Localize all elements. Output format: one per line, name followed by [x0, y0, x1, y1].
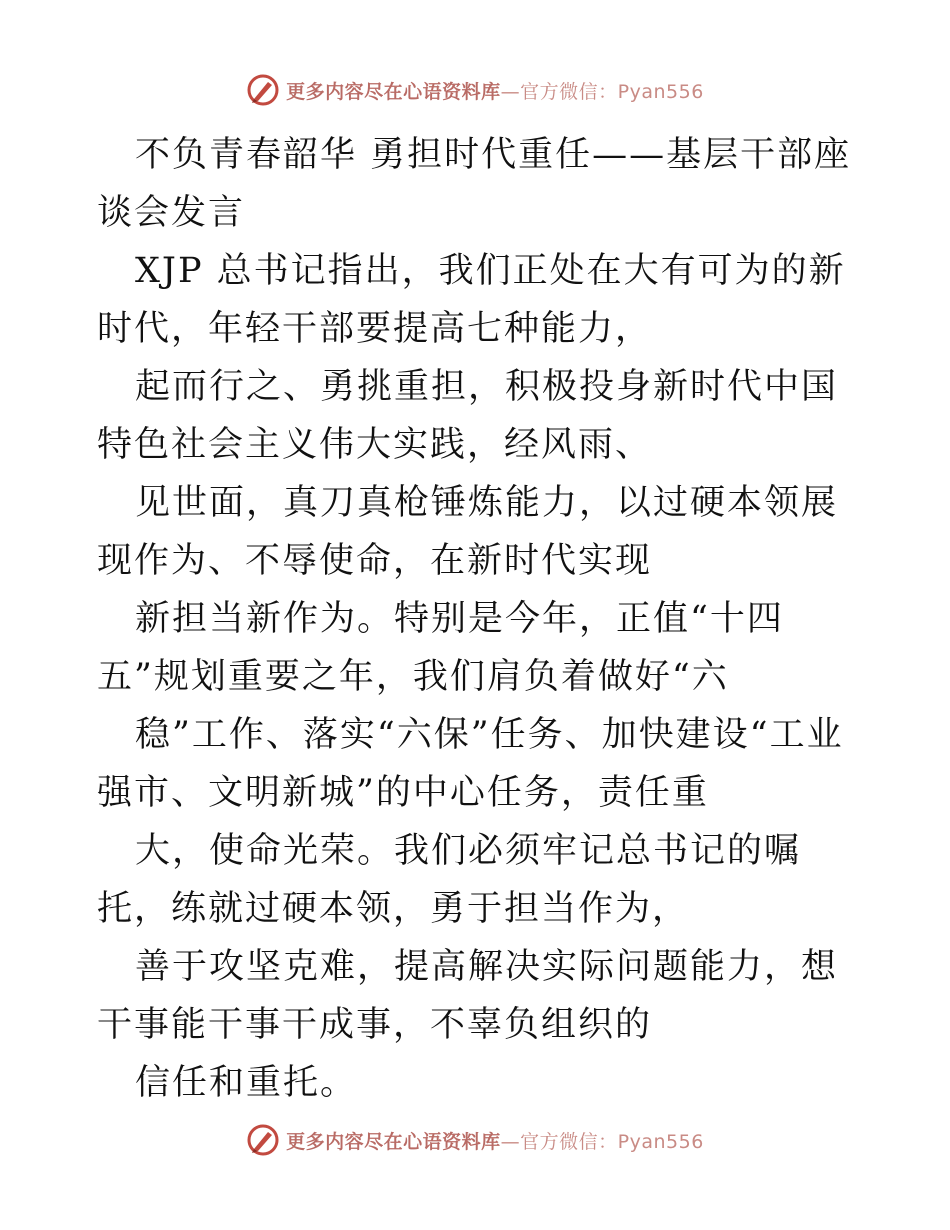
paragraph: 善于攻坚克难，提高解决实际问题能力，想干事能干事干成事，不辜负组织的: [97, 947, 839, 1045]
paragraph: 见世面，真刀真枪锤炼能力，以过硬本领展现作为、不辱使命，在新时代实现: [97, 483, 839, 581]
banner-text: 更多内容尽在心语资料库—官方微信：Pyan556: [286, 80, 704, 103]
watermark-banner-bottom: [0, 1120, 950, 1160]
watermark-banner-top: [0, 70, 950, 110]
paragraph: 信任和重托。: [135, 1063, 358, 1103]
paragraph: 稳”工作、落实“六保”任务、加快建设“工业强市、文明新城”的中心任务，责任重: [97, 715, 844, 813]
paragraph: XJP 总书记指出，我们正处在大有可为的新时代，年轻干部要提高七种能力，: [97, 251, 846, 349]
paragraph: 新担当新作为。特别是今年，正值“十四五”规划重要之年，我们肩负着做好“六: [97, 599, 784, 697]
document-body: [97, 126, 857, 1112]
document-title: 不负青春韶华 勇担时代重任——基层干部座谈会发言: [97, 135, 852, 233]
paragraph: 起而行之、勇挑重担，积极投身新时代中国特色社会主义伟大实践，经风雨、: [97, 367, 839, 465]
pen-logo-icon: [246, 73, 280, 107]
banner-text: 更多内容尽在心语资料库—官方微信：Pyan556: [286, 1130, 704, 1153]
paragraph: 大，使命光荣。我们必须牢记总书记的嘱托，练就过硬本领，勇于担当作为，: [97, 831, 802, 929]
pen-logo-icon: [246, 1123, 280, 1157]
